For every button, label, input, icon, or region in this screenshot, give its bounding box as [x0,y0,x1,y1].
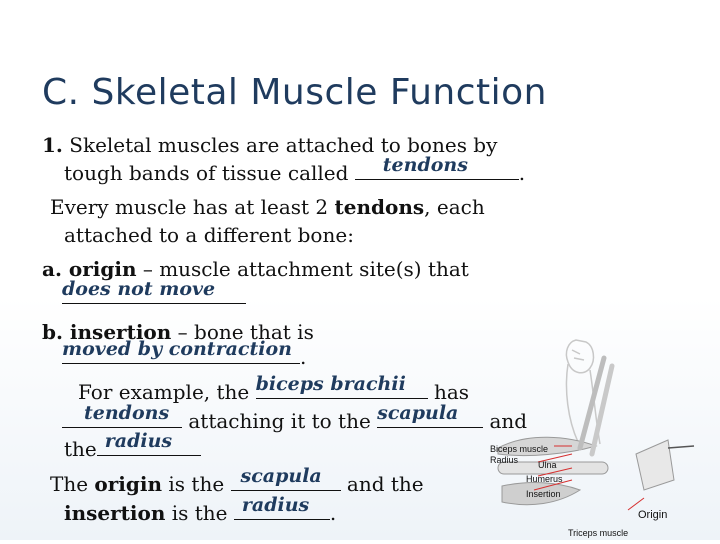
arm-illustration [468,330,718,540]
label-ulna: Ulna [538,460,557,470]
page-title: C. Skeletal Muscle Function [42,72,548,113]
conclusion-text-d: is the [165,501,234,525]
blank-tendons [355,154,519,180]
origin-definition: – muscle attachment site(s) that [136,257,469,281]
conclusion-text-a: The [50,472,95,496]
blank-radius-2 [234,494,330,520]
example-text-d: and [483,409,528,433]
conclusion-line-2 [64,494,337,525]
point-1-text-2: tough bands of tissue called [64,161,355,185]
period: . [329,501,337,525]
example-text-c: attaching it to the [182,409,378,433]
answer-tendons: tendons [382,154,468,176]
conclusion-text-c: and the [340,472,424,496]
tendon-line-1 [50,195,485,219]
insertion-term: insertion [62,320,172,344]
example-text-a: For example, the [78,380,256,404]
answer-moved-by-contraction: moved by contraction [62,338,292,360]
radius-bone [580,358,604,448]
blank-scapula-2 [231,465,341,491]
tendon-text-b: , each [424,195,485,219]
point-1-number: 1. [42,133,63,157]
point-1-text: Skeletal muscles are attached to bones by [62,133,498,157]
blank-does-not-move [62,278,246,304]
origin-term: origin [61,257,137,281]
period: . [300,345,307,369]
label-origin: Origin [638,509,668,521]
origin-bold: origin [94,472,163,496]
example-text-b: has [427,380,470,404]
insertion-bold: insertion [64,501,166,525]
conclusion-line-1 [50,465,424,496]
label-triceps-muscle: Triceps muscle [568,528,629,538]
answer-radius: radius [104,430,173,452]
point-b-blank-line [62,338,307,369]
tendon-text-a: Every muscle has at least 2 [50,195,335,219]
point-a-blank-line [62,278,246,309]
label-radius: Radius [490,455,519,465]
arm-muscle-diagram [468,330,718,540]
point-1-line-2 [64,154,526,185]
tendon-line-2 [64,223,354,247]
blank-biceps-brachii [255,373,428,399]
label-humerus: Humerus [526,474,563,484]
example-line-3 [64,430,201,461]
label-insertion: Insertion [526,489,561,499]
answer-biceps-brachii: biceps brachii [255,373,406,395]
insertion-definition: – bone that is [171,320,314,344]
example-text-e: the [64,437,97,461]
answer-scapula: scapula [377,402,459,424]
period: . [518,161,526,185]
answer-tendons-2: tendons [84,402,170,424]
blank-radius [97,430,201,456]
conclusion-text-b: is the [162,472,231,496]
tendon-text-c: attached to a different bone: [64,223,354,247]
blank-moved-by-contraction [62,338,300,364]
answer-radius-2: radius [241,494,310,516]
origin-tendon-line [668,446,694,448]
label-biceps-muscle: Biceps muscle [490,444,549,454]
point-a-number: a. [42,257,62,281]
point-b-number: b. [42,320,63,344]
answer-does-not-move: does not move [62,278,216,300]
blank-tendons-2 [62,402,182,428]
tendon-bold: tendons [334,195,425,219]
answer-scapula-2: scapula [240,465,322,487]
